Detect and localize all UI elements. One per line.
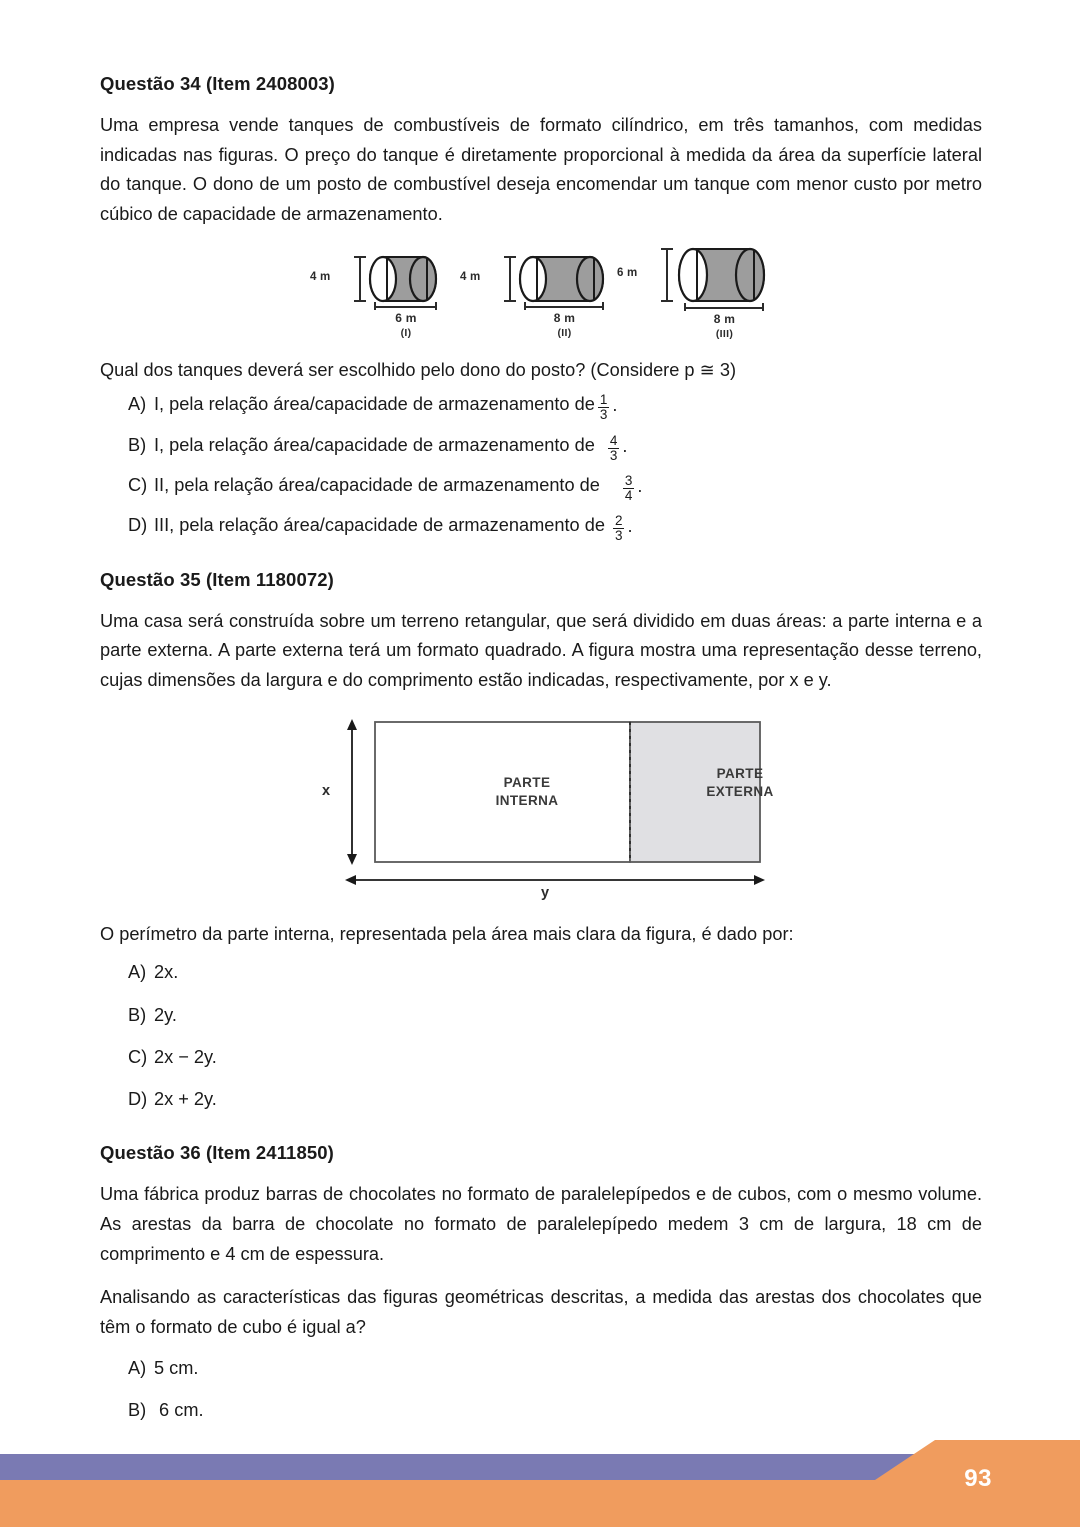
option-34-a-trail: . (612, 395, 618, 416)
question-36-body-2: Analisando as características das figuras geométricas descritas, a medida das arestas dos chocolates que têm o formato de cubo é igual a? (100, 1287, 982, 1337)
question-36-heading: Questão 36 (Item 2411850) (100, 1142, 334, 1164)
terrain-inner-label-line2: INTERNA (495, 792, 559, 808)
terrain-inner-label-line1: PARTE (503, 774, 551, 790)
option-35-b-text: 2y. (154, 1004, 177, 1025)
option-34-a-text: I, pela relação área/capacidade de armazenamento de (154, 394, 595, 415)
option-35-b[interactable] (128, 1002, 982, 1029)
question-36-body: Uma fábrica produz barras de chocolates no formato de paralelepípedos e de cubos, com o mesmo volume. As arestas da barra de chocolate no formato de paralelepípedo medem 3 cm de largura, 18 cm de comprimento e 4 cm de espessura. (100, 1184, 982, 1264)
cylinder-1-caption: (I) (400, 326, 412, 339)
fraction-numerator: 2 (614, 513, 623, 529)
option-34-d-label: D) (128, 515, 148, 536)
footer-orange-shape (0, 1440, 1080, 1527)
terrain-outer-label-line1: PARTE (716, 765, 764, 781)
option-34-d-text: III, pela relação área/capacidade de armazenamento de (154, 515, 605, 536)
option-34-b-text: I, pela relação área/capacidade de armazenamento de (154, 434, 595, 455)
option-34-c-label: C) (128, 474, 148, 495)
option-34-b[interactable] (128, 432, 982, 461)
terrain-y-label: y (541, 884, 550, 901)
cylinder-1 (305, 248, 445, 339)
cylinder-3-length-label: 8 m (713, 311, 736, 326)
option-35-a-text: 2x. (154, 962, 179, 983)
question-34-options (100, 391, 982, 544)
terrain-outer-label-line2: EXTERNA (706, 783, 774, 799)
fraction-denominator: 3 (599, 407, 608, 423)
page-content (100, 72, 982, 1435)
option-34-b-trail: . (622, 435, 628, 456)
option-34-a-label: A) (128, 394, 147, 415)
terrain-x-label: x (322, 782, 331, 799)
question-35-options (100, 959, 982, 1113)
option-35-a-label: A) (128, 962, 147, 983)
fraction-denominator: 3 (609, 447, 618, 463)
terrain-inner-label (452, 774, 602, 810)
option-34-b-fraction (608, 434, 620, 463)
option-34-c-text: II, pela relação área/capacidade de armazenamento de (154, 474, 600, 495)
question-34-heading: Questão 34 (Item 2408003) (100, 73, 335, 94)
option-35-d-label: D) (128, 1089, 148, 1110)
option-34-d-trail: . (627, 516, 633, 537)
fraction-numerator: 1 (599, 392, 608, 408)
question-34-prompt: Qual dos tanques deverá ser escolhido pelo dono do posto? (Considere p ≅ 3) (100, 359, 737, 380)
cylinder-1-length-label: 6 m (395, 310, 417, 325)
cylinder-3 (617, 242, 777, 340)
cylinder-1-height-label: 4 m (310, 270, 331, 283)
option-35-c-text: 2x − 2y. (154, 1046, 217, 1067)
option-35-d-text: 2x + 2y. (154, 1089, 217, 1110)
fraction-denominator: 3 (614, 528, 623, 544)
question-34-body: Uma empresa vende tanques de combustíveis de formato cilíndrico, em três tamanhos, com medidas indicadas nas figuras. O preço do tanque é diretamente proporcional à medida da área da superfície lateral do tanque. O dono de um posto de combustível deseja encomendar um tanque com menor custo por metro cúbico de capacidade de armazenamento. (100, 114, 982, 224)
cylinder-2-length-label: 8 m (553, 310, 576, 325)
fraction-numerator: 3 (624, 472, 633, 488)
question-35-body: Uma casa será construída sobre um terreno retangular, que será dividido em duas áreas: a parte interna e a parte externa. A parte externa terá um formato quadrado. A figura mostra uma representação desse terreno, cujas dimensões da largura e do comprimento estão indicadas, respectivamente, por x e y. (100, 610, 982, 690)
cylinder-3-height-label: 6 m (617, 266, 638, 279)
terrain-figure (100, 710, 982, 910)
cylinder-2-caption: (II) (557, 326, 572, 339)
option-35-b-label: B) (128, 1004, 147, 1025)
cylinder-3-shape (617, 242, 777, 312)
option-34-b-label: B) (128, 434, 147, 455)
option-36-b-text: 6 cm. (154, 1399, 204, 1420)
option-34-c-trail: . (637, 475, 643, 496)
option-36-b[interactable] (128, 1397, 982, 1424)
option-34-a[interactable] (128, 391, 982, 423)
cylinder-2 (455, 248, 610, 339)
option-35-a[interactable] (128, 959, 982, 986)
option-34-c[interactable] (128, 472, 982, 504)
cylinder-2-height-label: 4 m (460, 270, 481, 283)
option-35-d[interactable] (128, 1086, 982, 1113)
option-34-d-fraction (613, 514, 625, 543)
fraction-denominator: 4 (624, 488, 633, 504)
question-36-options (100, 1355, 982, 1425)
question-35-heading: Questão 35 (Item 1180072) (100, 568, 334, 590)
option-36-a-text: 5 cm. (154, 1357, 199, 1378)
cylinder-3-caption: (III) (715, 327, 734, 340)
option-35-c[interactable] (128, 1044, 982, 1071)
option-36-a-label: A) (128, 1357, 147, 1378)
page-footer (0, 1427, 1080, 1527)
option-36-b-label: B) (128, 1399, 147, 1420)
footer-graphic (0, 1427, 1080, 1527)
option-35-c-label: C) (128, 1046, 148, 1067)
option-34-a-fraction (598, 393, 610, 422)
option-34-d[interactable] (128, 512, 982, 544)
question-35-prompt: O perímetro da parte interna, representada pela área mais clara da figura, é dado por: (100, 923, 794, 944)
option-34-c-fraction (623, 474, 635, 503)
page-number: 93 (964, 1465, 992, 1492)
cylinders-figure (100, 248, 982, 340)
option-36-a[interactable] (128, 1355, 982, 1382)
terrain-outer-label (665, 765, 815, 801)
fraction-numerator: 4 (609, 432, 618, 448)
